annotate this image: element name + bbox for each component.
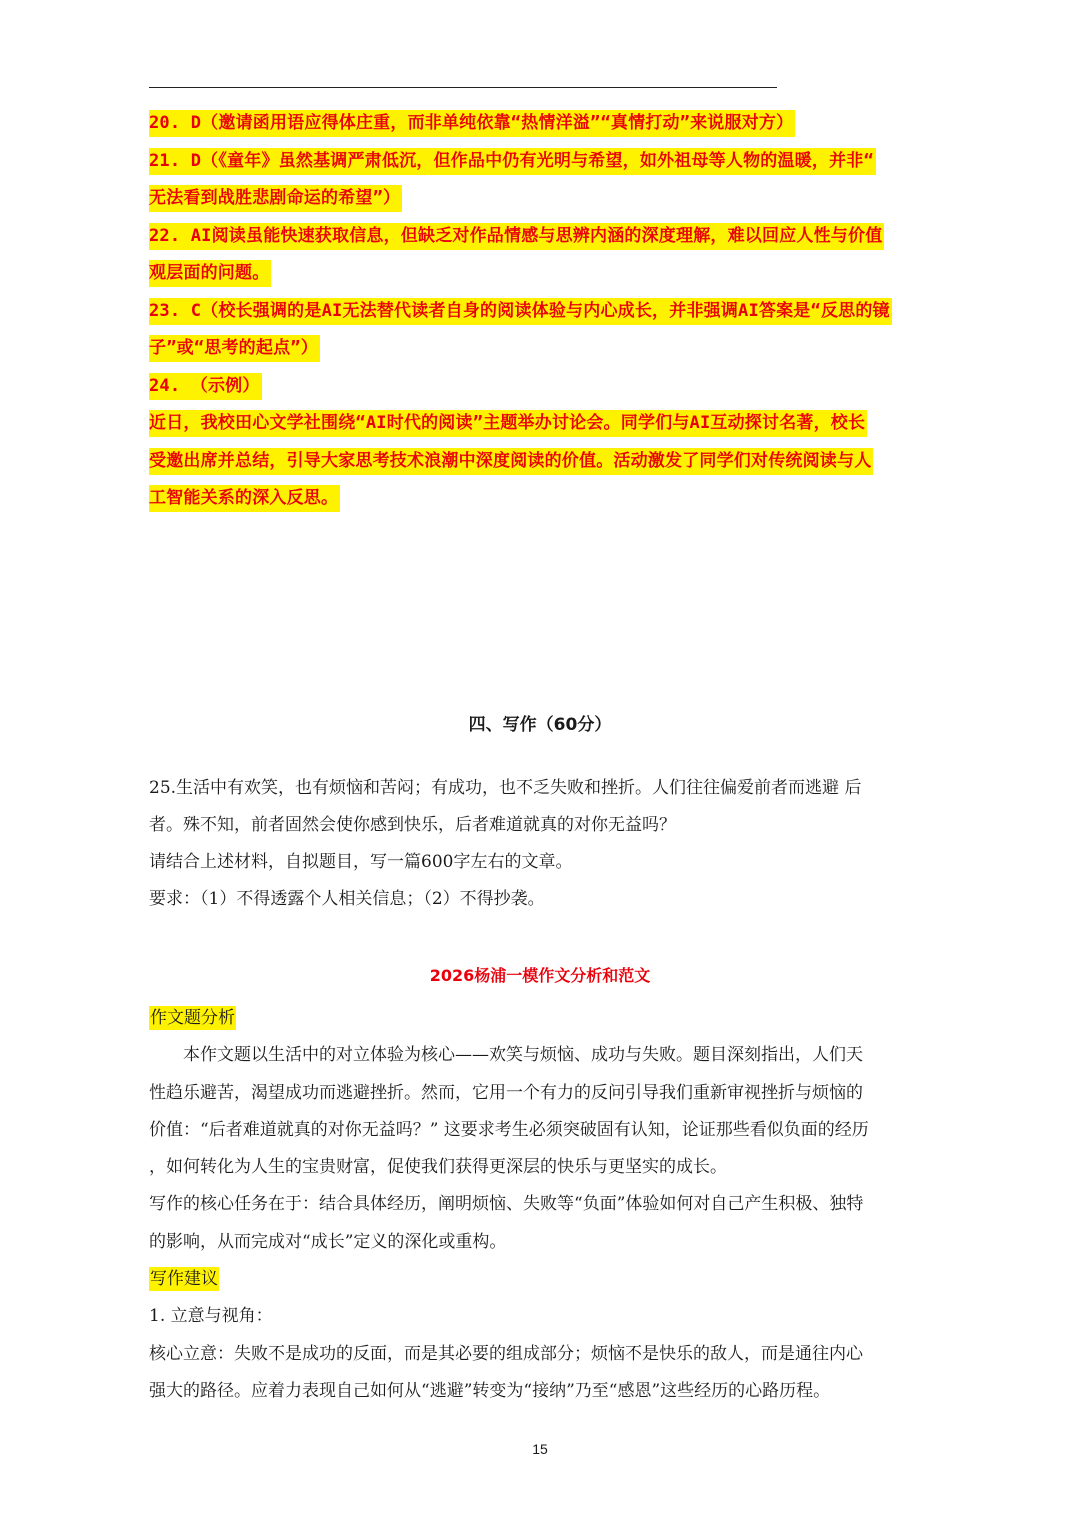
answer-line: 22. AI阅读虽能快速获取信息，但缺乏对作品情感与思辨内涵的深度理解，难以回应人性与价值 [149,218,951,256]
essay-analysis [149,1000,954,1410]
prompt-line: 要求：（1）不得透露个人相关信息；（2）不得抄袭。 [149,889,545,909]
analysis-line: 本作文题以生活中的对立体验为核心——欢笑与烦恼、成功与失败。题目深刻指出，人们天 [149,1045,863,1066]
answer-line: 20. D（邀请函用语应得体庄重，而非单纯依靠“热情洋溢”“真情打动”来说服对方） [149,105,951,143]
analysis-line: 的影响，从而完成对“成长”定义的深化或重构。 [149,1231,507,1252]
analysis-line: ，如何转化为人生的宝贵财富，促使我们获得更深层的快乐与更坚实的成长。 [149,1157,727,1178]
essay-title: 2026杨浦一模作文分析和范文 [429,966,651,985]
writing-prompt [149,770,954,918]
advice-heading-row [149,1261,954,1298]
analysis-heading: 作文题分析 [150,1008,235,1028]
advice-heading: 写作建议 [150,1269,218,1290]
analysis-line: 写作的核心任务在于：结合具体经历，阐明烦恼、失败等“负面”体验如何对自己产生积极、独特 [149,1194,864,1215]
answer-line: 工智能关系的深入反思。 [149,480,951,518]
answer-key [149,105,951,518]
advice-line: 强大的路径。应着力表现自己如何从“逃避”转变为“接纳”乃至“感恩”这些经历的心路历程。 [149,1380,831,1401]
prompt-line: 25.生活中有欢笑，也有烦恼和苦闷；有成功，也不乏失败和挫折。人们往往偏爱前者而逃避 后 [149,778,862,798]
analysis-line: 价值：“后者难道就真的对你无益吗？” 这要求考生必须突破固有认知，论证那些看似负面的经历 [149,1119,869,1140]
answer-line: 受邀出席并总结，引导大家思考技术浪潮中深度阅读的价值。活动激发了同学们对传统阅读与人 [149,443,951,481]
answer-line: 近日，我校田心文学社围绕“AI时代的阅读”主题举办讨论会。同学们与AI互动探讨名著，校长 [149,405,951,443]
analysis-heading-row [149,1000,954,1037]
answer-line: 观层面的问题。 [149,255,951,293]
answer-line: 子”或“思考的起点”） [149,330,951,368]
answer-line: 21. D（《童年》虽然基调严肃低沉，但作品中仍有光明与希望，如外祖母等人物的温暖，并非“ [149,143,951,181]
answer-line: 无法看到战胜悲剧命运的希望”） [149,180,951,218]
answer-line: 23. C（校长强调的是AI无法替代读者自身的阅读体验与内心成长，并非强调AI答案是“反思的镜 [149,293,951,331]
answer-line: 24. （示例） [149,368,951,406]
prompt-line: 者。殊不知，前者固然会使你感到快乐，后者难道就真的对你无益吗？ [149,815,676,835]
page-number: 15 [532,1441,548,1457]
header-rule [149,87,777,88]
section-title: 四、写作（60分） [468,715,612,735]
advice-line: 核心立意：失败不是成功的反面，而是其必要的组成部分；烦恼不是快乐的敌人，而是通往内心 [149,1343,863,1364]
analysis-line: 性趋乐避苦，渴望成功而逃避挫折。然而，它用一个有力的反问引导我们重新审视挫折与烦恼的 [149,1082,863,1103]
prompt-line: 请结合上述材料，自拟题目，写一篇600字左右的文章。 [149,852,573,872]
advice-line: 1. 立意与视角： [149,1306,273,1327]
